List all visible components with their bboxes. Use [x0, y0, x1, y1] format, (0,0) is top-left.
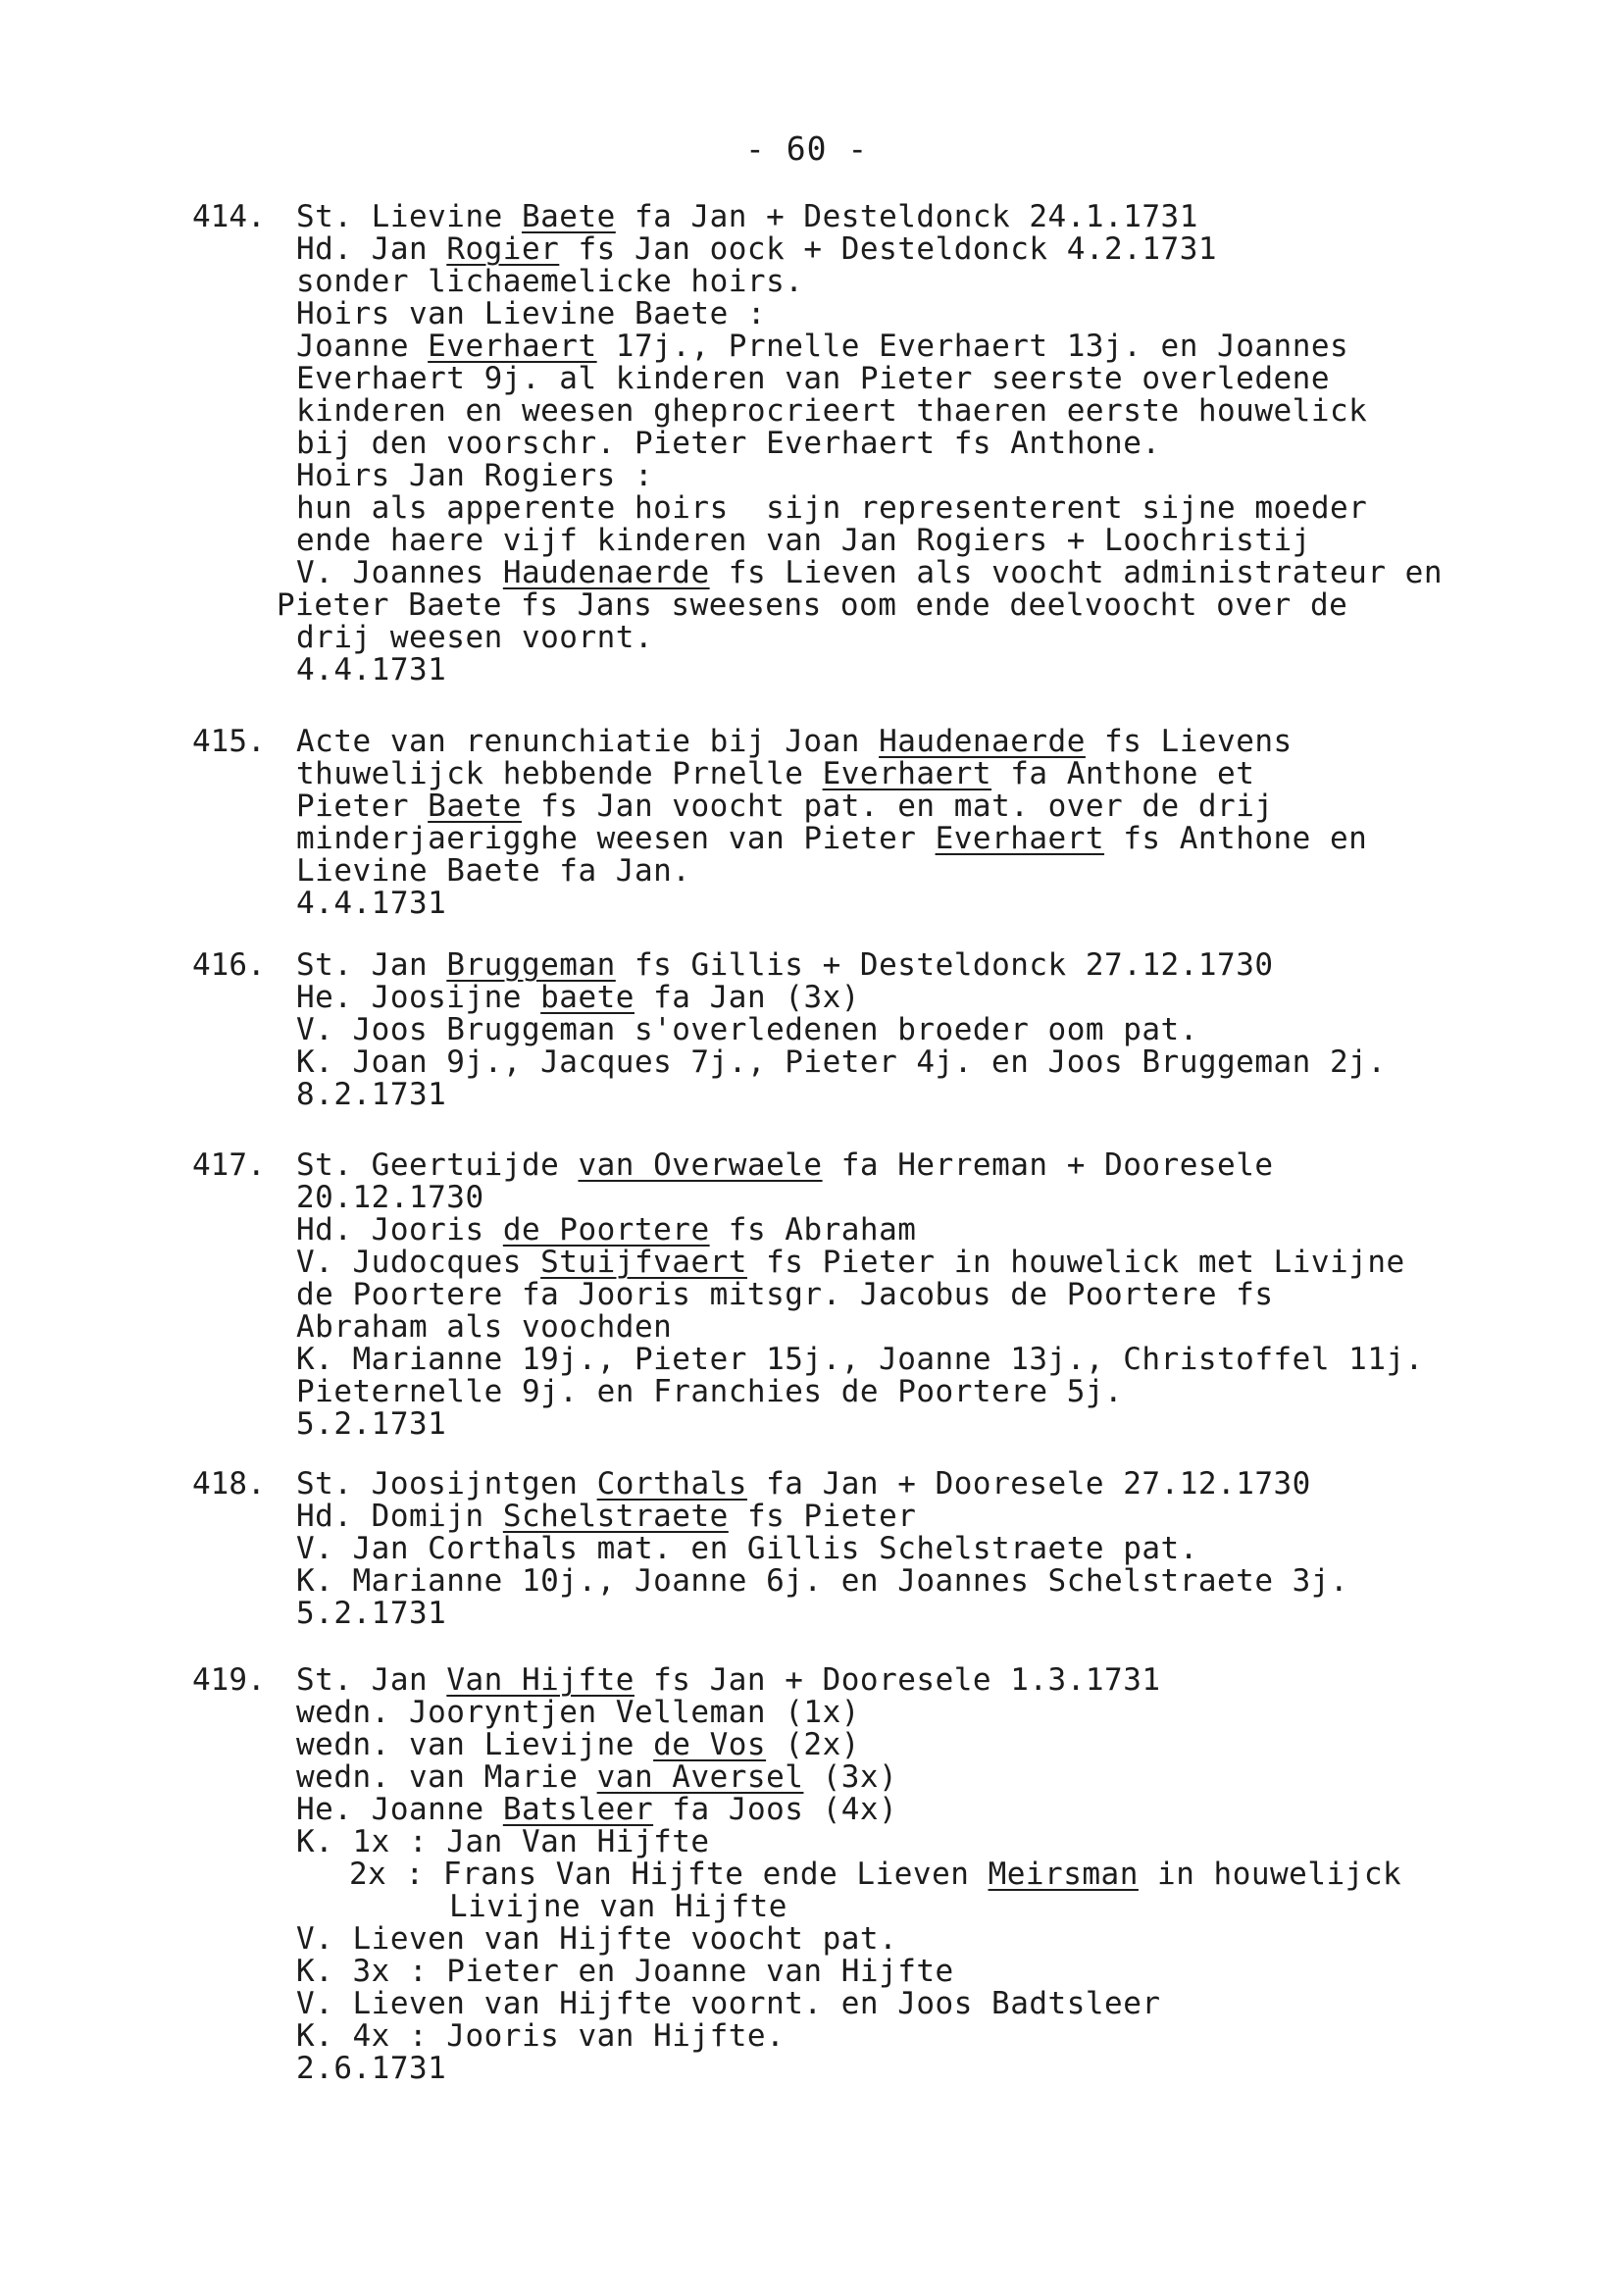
line-text: St. Joosijntgen: [296, 1466, 597, 1502]
line-text: St. Jan: [296, 947, 447, 983]
line-text: St. Jan: [296, 1662, 447, 1698]
entry-line: [296, 1247, 1405, 1279]
entry-line: [296, 790, 1274, 823]
entry-line: [296, 1014, 1198, 1046]
line-text: Pieter: [296, 789, 429, 824]
line-text: V. Joannes: [296, 555, 503, 590]
line-text: He. Joosijne: [296, 980, 541, 1015]
underlined-surname: Schelstraete: [502, 1499, 729, 1534]
line-text: fs Jan voocht pat. en mat. over de drij: [521, 789, 1274, 824]
entry-line: [296, 1664, 1161, 1697]
entry-number: 418.: [192, 1466, 266, 1502]
line-text: Hd. Jan: [296, 231, 447, 267]
entry-line: [296, 298, 766, 331]
underlined-surname: Rogier: [446, 231, 560, 267]
entry-line: [296, 266, 803, 298]
entry-line: [296, 1988, 1161, 2020]
line-text: fs Anthone en: [1104, 821, 1368, 856]
line-text: (3x): [803, 1759, 898, 1795]
line-text: fa Jan (3x): [634, 980, 860, 1015]
underlined-surname: van Aversel: [596, 1759, 804, 1795]
entry-line: [296, 1376, 1123, 1408]
line-text: wedn. van Lievijne: [296, 1727, 654, 1762]
line-text: Acte van renunchiatie bij Joan: [296, 724, 880, 759]
line-text: minderjaerigghe weesen van Pieter: [296, 821, 936, 856]
entry-line: [296, 1408, 446, 1441]
line-text: wedn. van Marie: [296, 1759, 597, 1795]
entry-line: [277, 589, 1347, 622]
line-text: 20.12.1730: [296, 1180, 484, 1215]
entry-line: [296, 233, 1217, 266]
entry-line: [296, 1182, 484, 1214]
line-text: Hd. Jooris: [296, 1212, 503, 1247]
underlined-surname: van Overwaele: [578, 1147, 823, 1183]
underlined-surname: Corthals: [596, 1466, 747, 1502]
line-text: Everhaert 9j. al kinderen van Pieter seerste overledene: [296, 361, 1330, 396]
underlined-surname: Stuijfvaert: [540, 1245, 747, 1280]
entry-line: [296, 949, 1274, 982]
line-text: V. Lieven van Hijfte voocht pat.: [296, 1921, 898, 1957]
entry-line: [296, 525, 1311, 557]
entry-line: [296, 1598, 446, 1630]
line-text: K. 4x : Jooris van Hijfte.: [296, 2018, 786, 2054]
line-text: fa Joos (4x): [653, 1792, 898, 1827]
entry-line: [296, 2020, 785, 2053]
entry-line: [296, 982, 860, 1014]
entry-line: [296, 654, 446, 687]
entry-line: [296, 363, 1330, 395]
line-text: 4.4.1731: [296, 652, 447, 687]
line-text: fs Lievens: [1085, 724, 1293, 759]
entry-line: [349, 1858, 1401, 1891]
line-text: V. Lieven van Hijfte voornt. en Joos Badtsleer: [296, 1986, 1161, 2021]
line-text: hun als apperente hoirs sijn representerent sijne moeder: [296, 490, 1368, 526]
entry-line: [296, 622, 653, 654]
entry-line: [296, 1079, 446, 1111]
entry-number: 416.: [192, 947, 266, 983]
entry-line: [296, 395, 1367, 428]
entry-line: [296, 1214, 916, 1247]
entry-line: [296, 823, 1367, 855]
line-text: 5.2.1731: [296, 1406, 447, 1442]
underlined-surname: Everhaert: [822, 756, 992, 791]
entry-number: 414.: [192, 199, 266, 234]
underlined-surname: Everhaert: [935, 821, 1105, 856]
line-text: 5.2.1731: [296, 1596, 447, 1631]
line-text: K. Marianne 19j., Pieter 15j., Joanne 13j., Christoffel 11j.: [296, 1342, 1424, 1377]
entry-line: [296, 460, 653, 492]
line-text: fa Anthone et: [991, 756, 1255, 791]
line-text: Hoirs van Lievine Baete :: [296, 296, 767, 331]
entry-line: [296, 1794, 897, 1826]
entry-number: 415.: [192, 724, 266, 759]
line-text: fs Pieter in houwelick met Livijne: [746, 1245, 1405, 1280]
entry-line: [296, 1149, 1274, 1182]
underlined-surname: Van Hijfte: [446, 1662, 634, 1698]
line-text: He. Joanne: [296, 1792, 503, 1827]
entry-line: [296, 331, 1348, 363]
line-text: V. Jan Corthals mat. en Gillis Schelstraete pat.: [296, 1531, 1198, 1566]
entry-line: [296, 1565, 1348, 1598]
line-text: 2.6.1731: [296, 2051, 447, 2086]
line-text: fs Jan oock + Desteldonck 4.2.1731: [559, 231, 1218, 267]
line-text: 8.2.1731: [296, 1077, 447, 1112]
line-text: K. Joan 9j., Jacques 7j., Pieter 4j. en Joos Bruggeman 2j.: [296, 1044, 1387, 1080]
line-text: V. Judocques: [296, 1245, 541, 1280]
line-text: drij weesen voornt.: [296, 620, 654, 655]
entry-line: [296, 1697, 860, 1729]
line-text: fa Jan + Dooresele 27.12.1730: [746, 1466, 1311, 1502]
line-text: wedn. Jooryntjen Velleman (1x): [296, 1695, 860, 1730]
line-text: kinderen en weesen gheprocrieert thaeren eerste houwelick: [296, 393, 1368, 429]
entry-line: [296, 428, 1161, 460]
line-text: K. 1x : Jan Van Hijfte: [296, 1824, 710, 1859]
line-text: fa Herreman + Dooresele: [822, 1147, 1274, 1183]
line-text: fs Gillis + Desteldonck 27.12.1730: [615, 947, 1274, 983]
entry-number: 419.: [192, 1662, 266, 1698]
underlined-surname: Haudenaerde: [879, 724, 1086, 759]
line-text: V. Joos Bruggeman s'overledenen broeder oom pat.: [296, 1012, 1198, 1047]
line-text: fs Abraham: [709, 1212, 917, 1247]
line-text: fs Lieven als voocht administrateur en: [709, 555, 1444, 590]
entry-line: [449, 1891, 787, 1923]
entry-line: [296, 1923, 897, 1956]
entry-line: [296, 201, 1198, 233]
underlined-surname: Baete: [521, 199, 616, 234]
underlined-surname: Baete: [428, 789, 522, 824]
page-number: - 60 -: [745, 129, 869, 168]
entry-line: [296, 726, 1293, 758]
entry-line: [296, 1533, 1198, 1565]
entry-line: [296, 2053, 446, 2085]
underlined-surname: Bruggeman: [446, 947, 616, 983]
line-text: fs Jan + Dooresele 1.3.1731: [634, 1662, 1161, 1698]
entry-line: [296, 1729, 860, 1761]
line-text: Abraham als voochden: [296, 1309, 673, 1345]
line-text: Joanne: [296, 329, 429, 364]
entry-line: [296, 557, 1443, 589]
underlined-surname: Everhaert: [428, 329, 597, 364]
line-text: St. Geertuijde: [296, 1147, 579, 1183]
underlined-surname: Haudenaerde: [502, 555, 710, 590]
entry-line: [296, 888, 446, 920]
underlined-surname: Meirsman: [988, 1857, 1139, 1892]
entry-line: [296, 1344, 1424, 1376]
line-text: (2x): [766, 1727, 860, 1762]
line-text: K. Marianne 10j., Joanne 6j. en Joannes Schelstraete 3j.: [296, 1563, 1349, 1599]
underlined-surname: Batsleer: [502, 1792, 654, 1827]
entry-line: [296, 1279, 1274, 1311]
line-text: sonder lichaemelicke hoirs.: [296, 264, 804, 299]
underlined-surname: baete: [540, 980, 634, 1015]
line-text: 17j., Prnelle Everhaert 13j. en Joannes: [596, 329, 1349, 364]
entry-line: [296, 855, 690, 888]
entry-line: [296, 1046, 1387, 1079]
entry-line: [296, 758, 1254, 790]
line-text: 4.4.1731: [296, 886, 447, 921]
entry-line: [296, 1761, 897, 1794]
line-text: Pieternelle 9j. en Franchies de Poortere 5j.: [296, 1374, 1124, 1409]
entry-line: [296, 1826, 710, 1858]
line-text: Pieter Baete fs Jans sweesens oom ende deelvoocht over de: [277, 587, 1348, 623]
line-text: Hd. Domijn: [296, 1499, 503, 1534]
entry-line: [296, 1501, 916, 1533]
entry-line: [296, 1956, 954, 1988]
line-text: bij den voorschr. Pieter Everhaert fs Anthone.: [296, 426, 1161, 461]
line-text: 2x : Frans Van Hijfte ende Lieven: [349, 1857, 989, 1892]
line-text: Lievine Baete fa Jan.: [296, 853, 691, 889]
entry-line: [296, 1311, 672, 1344]
line-text: fa Jan + Desteldonck 24.1.1731: [615, 199, 1198, 234]
line-text: in houwelijck: [1138, 1857, 1402, 1892]
underlined-surname: de Poortere: [502, 1212, 710, 1247]
line-text: de Poortere fa Jooris mitsgr. Jacobus de Poortere fs: [296, 1277, 1274, 1312]
line-text: thuwelijck hebbende Prnelle: [296, 756, 823, 791]
entry-number: 417.: [192, 1147, 266, 1183]
line-text: St. Lievine: [296, 199, 522, 234]
entry-line: [296, 492, 1367, 525]
underlined-surname: de Vos: [653, 1727, 767, 1762]
line-text: Livijne van Hijfte: [449, 1889, 787, 1924]
line-text: fs Pieter: [728, 1499, 917, 1534]
line-text: Hoirs Jan Rogiers :: [296, 458, 654, 493]
line-text: ende haere vijf kinderen van Jan Rogiers + Loochristij: [296, 523, 1311, 558]
line-text: K. 3x : Pieter en Joanne van Hijfte: [296, 1954, 954, 1989]
entry-line: [296, 1468, 1311, 1501]
